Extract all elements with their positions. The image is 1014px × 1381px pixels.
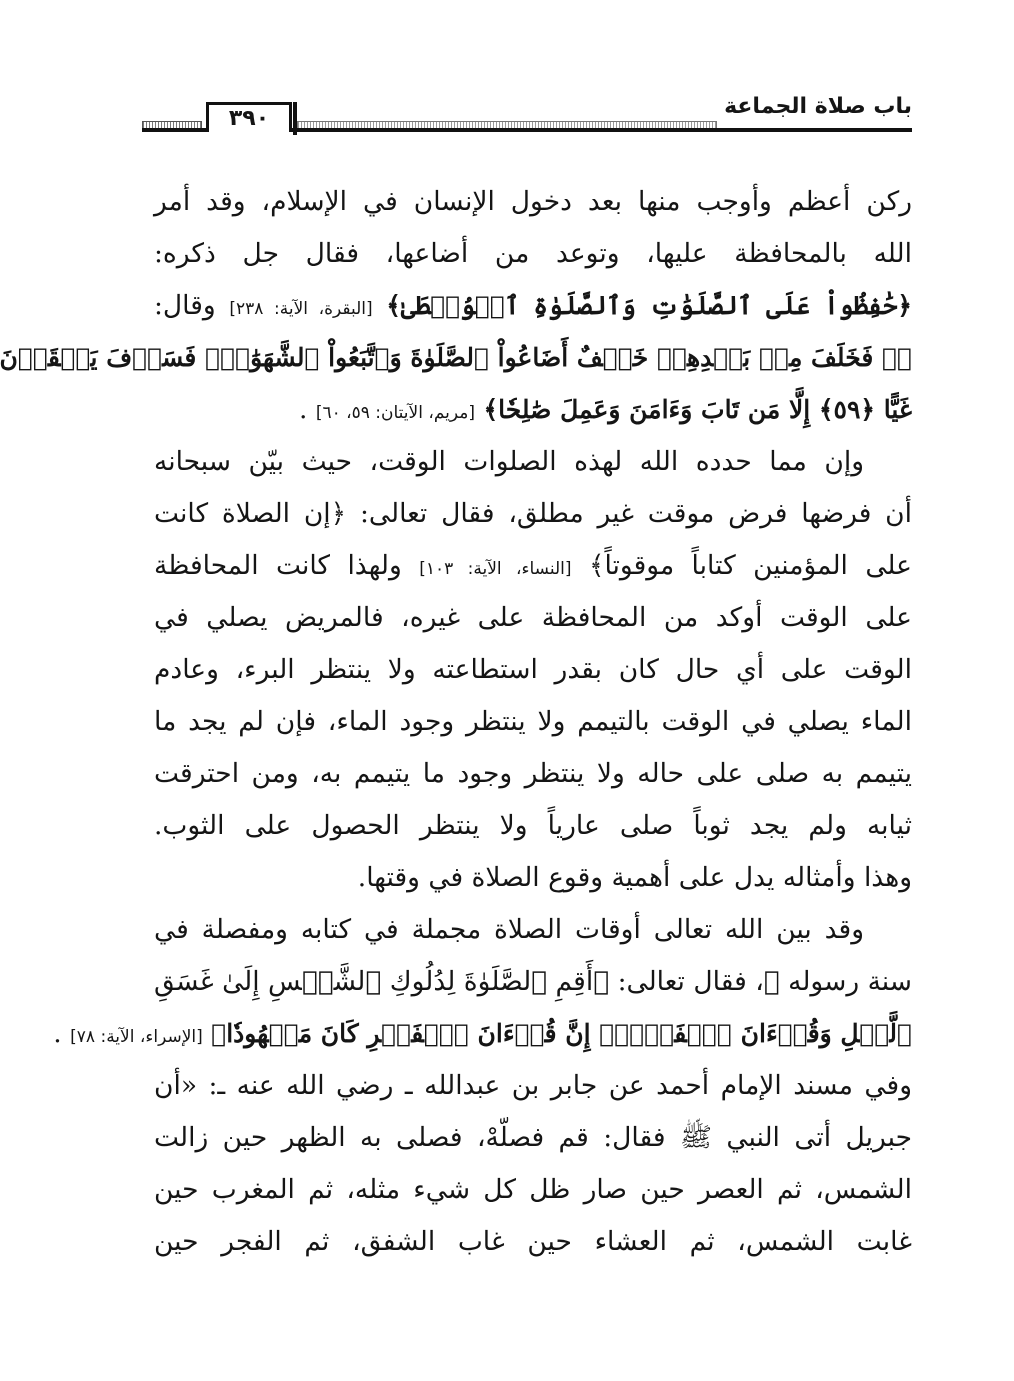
text-line: وإن مما حدده الله لهذه الصلوات الوقت، حيث بيّن سبحانه <box>154 446 864 477</box>
text-line: يتيمم به صلى على حاله ولا ينتظر وجود ما يتيمم به، ومن احترقت <box>154 758 912 789</box>
text-line: غَيًّا ﴿٥٩﴾ إِلَّا مَن تَابَ وَءَامَنَ وَعَمِلَ صَٰلِحٗا﴾ [مريم، الآيتان: ٥٩، ٦٠] . <box>298 394 912 425</box>
text-line: الماء يصلي في الوقت بالتيمم ولا ينتظر وجود الماء، فإن لم يجد ما <box>154 706 912 737</box>
text-line: على المؤمنين كتاباً موقوتاً﴾ [النساء، الآية: ١٠٣] ولهذا كانت المحافظة <box>154 550 912 581</box>
text-line <box>0 332 912 384</box>
verse-citation: [الإسراء، الآية: ٧٨] <box>70 1027 203 1047</box>
page-number: ٣٩٠ <box>206 102 292 132</box>
text-line: الوقت على أي حال كان بقدر استطاعته ولا ينتظر البرء، وعادم <box>154 654 912 685</box>
quran-verse: ٱلَّيۡلِ وَقُرۡءَانَ ٱلۡفَجۡرِۖ إِنَّ قُرۡءَانَ ٱلۡفَجۡرِ كَانَ مَشۡهُودٗا﴾ <box>211 1019 912 1048</box>
page-body <box>0 176 912 1268</box>
text-line: ٱلَّيۡلِ وَقُرۡءَانَ ٱلۡفَجۡرِۖ إِنَّ قُرۡءَانَ ٱلۡفَجۡرِ كَانَ مَشۡهُودٗا﴾ [الإسراء، الآية: ٧٨] . <box>53 1018 912 1049</box>
text-line: الله بالمحافظة عليها، وتوعد من أضاعها، فقال جل ذكره: <box>154 238 912 269</box>
text-line: ﴿حَٰفِظُواْ عَلَى ٱلصَّلَوَٰتِ وَٱلصَّلَوٰةِ ٱلۡوُسۡطَىٰ﴾ [البقرة، الآية: ٢٣٨] وقال: <box>154 290 912 321</box>
text-line: على الوقت أوكد من المحافظة على غيره، فالمريض يصلي في <box>154 602 912 633</box>
text-line: سنة رسوله ﷺ، فقال تعالى: ﴿أَقِمِ ٱلصَّلَوٰةَ لِدُلُوكِ ٱلشَّمۡسِ إِلَىٰ غَسَقِ <box>154 966 912 997</box>
quran-verse: ﴿حَٰفِظُواْ عَلَى ٱلصَّلَوَٰتِ وَٱلصَّلَوٰةِ ٱلۡوُسۡطَىٰ﴾ <box>386 291 912 320</box>
chapter-title: باب صلاة الجماعة <box>724 94 912 119</box>
quran-verse: غَيًّا ﴿٥٩﴾ إِلَّا مَن تَابَ وَءَامَنَ وَعَمِلَ صَٰلِحٗا﴾ <box>483 395 912 424</box>
text-line: وقد بين الله تعالى أوقات الصلاة مجملة في كتابه ومفصلة في <box>154 914 864 945</box>
text-line: ركن أعظم وأوجب منها بعد دخول الإنسان في الإسلام، وقد أمر <box>154 186 912 217</box>
text-line: غابت الشمس، ثم العشاء حين غاب الشفق، ثم الفجر حين <box>154 1226 912 1257</box>
verse-citation: [مريم، الآيتان: ٥٩، ٦٠] <box>315 403 476 423</box>
verse-citation: [البقرة، الآية: ٢٣٨] <box>229 299 373 319</box>
quran-verse: ﴿۞ فَخَلَفَ مِنۢ بَعۡدِهِمۡ خَلۡفٌ أَضَاعُواْ ٱلصَّلَوٰةَ وَٱتَّبَعُواْ ٱلشَّهَوَٰتِۖ فَسَوۡفَ يَلۡقَوۡنَ <box>0 343 912 372</box>
text-line: الشمس، ثم العصر حين صار ظل كل شيء مثله، ثم المغرب حين <box>154 1174 912 1205</box>
text-line: وهذا وأمثاله يدل على أهمية وقوع الصلاة في وقتها. <box>357 862 912 893</box>
running-header <box>142 88 912 148</box>
text-line: جبريل أتى النبي ﷺ فقال: قم فصلّهْ، فصلى به الظهر حين زالت <box>154 1122 912 1153</box>
text-line: ثيابه ولم يجد ثوباً صلى عارياً ولا ينتظر الحصول على الثوب. <box>154 810 912 841</box>
text-line: وفي مسند الإمام أحمد عن جابر بن عبدالله ـ رضي الله عنه ـ: «أن <box>154 1070 912 1101</box>
text-line: أن فرضها فرض موقت غير مطلق، فقال تعالى: ﴿إن الصلاة كانت <box>154 498 912 529</box>
verse-citation: [النساء، الآية: ١٠٣] <box>419 559 572 579</box>
